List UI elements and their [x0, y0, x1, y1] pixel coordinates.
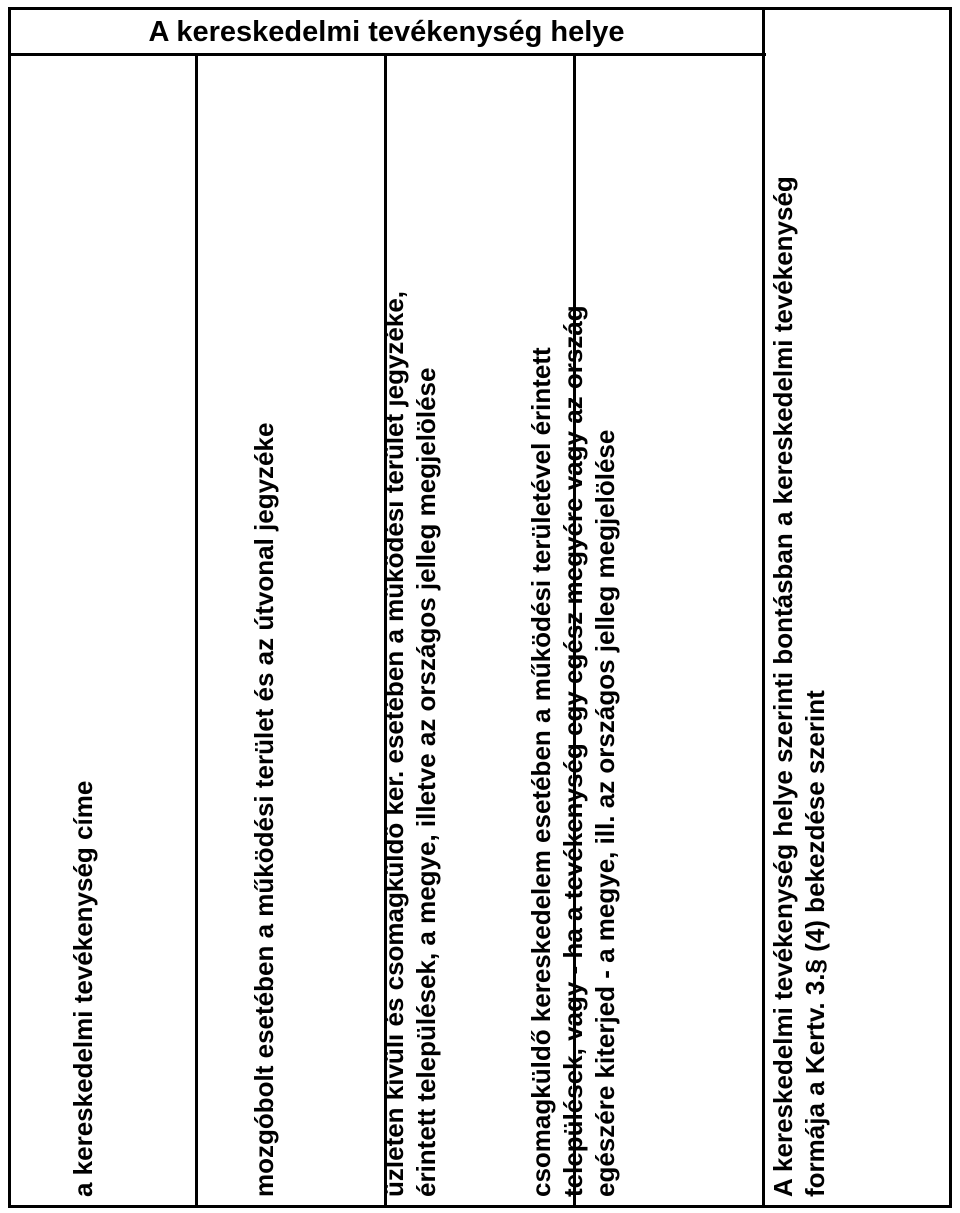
- table-header: A kereskedelmi tevékenység helye: [148, 15, 625, 48]
- column-text-1: [67, 781, 99, 1203]
- column-5-line-2: formája a Kertv. 3.§ (4) bekezdése szerint: [800, 690, 830, 1197]
- column-2-line-1: mozgóbolt esetében a működési terület és az útvonal jegyzéke: [249, 422, 279, 1197]
- column-1-line-1: a kereskedelmi tevékenység címe: [68, 780, 98, 1197]
- column-cell-1: [11, 56, 195, 1205]
- column-text-4: [525, 305, 621, 1203]
- column-4-line-3: egészére kiterjed - a megye, ill. az országos jelleg megjelölése: [590, 429, 620, 1197]
- column-4-line-2: települések, vagy - ha a tevékenység egy egész megyére vagy az ország: [558, 305, 588, 1197]
- column-5-line-1: A kereskedelmi tevékenység helye szerinti bontásban a kereskedelmi tevékenység: [768, 176, 798, 1197]
- column-text-5: [767, 176, 831, 1203]
- column-cell-5: [765, 10, 949, 1205]
- column-3-line-1: üzleten kívüli és csomagküldő ker. esetében a működési terület jegyzéke,: [379, 290, 409, 1197]
- column-text-2: [248, 423, 280, 1203]
- column-cell-2: [198, 56, 384, 1205]
- column-3-line-2: érintett települések, a megye, illetve az országos jelleg megjelölése: [411, 367, 441, 1197]
- column-4-line-1: csomagküldő kereskedelem esetében a működési területével érintett: [526, 347, 556, 1197]
- column-cell-4: [526, 56, 762, 1205]
- column-text-3: [378, 291, 442, 1203]
